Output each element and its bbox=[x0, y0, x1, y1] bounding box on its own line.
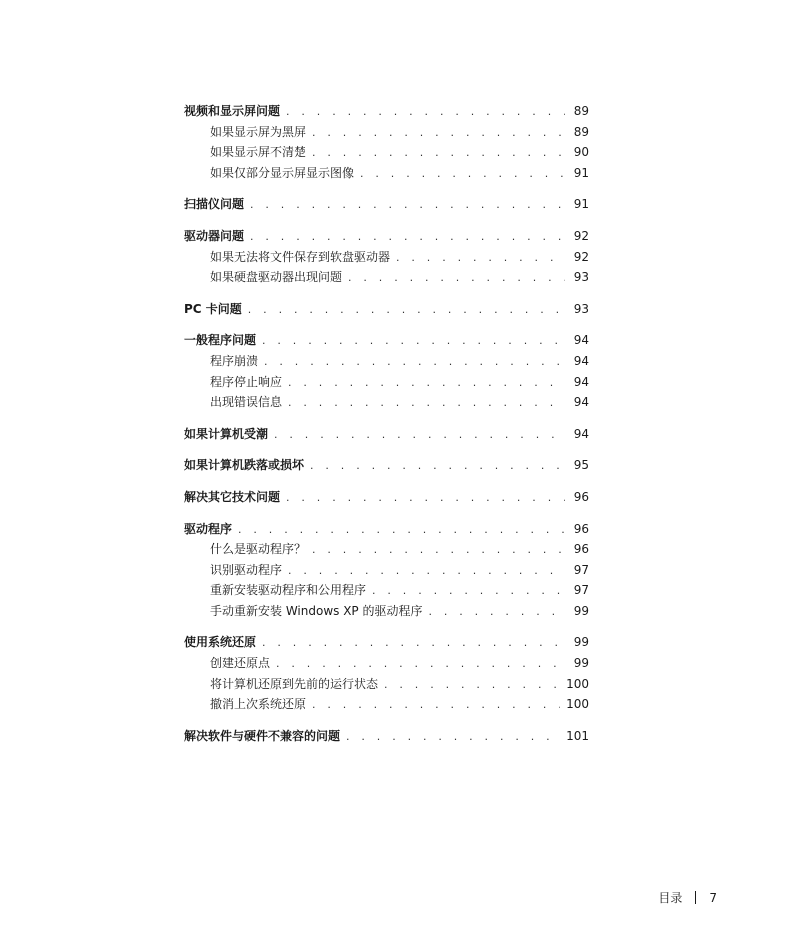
toc-entry[interactable] bbox=[184, 122, 589, 143]
dot-leader bbox=[264, 352, 565, 373]
toc-section bbox=[184, 330, 589, 412]
dot-leader bbox=[286, 488, 565, 509]
toc-section-heading-page-number: 101 bbox=[566, 728, 589, 743]
toc-section-heading-page-number: 96 bbox=[573, 489, 589, 504]
toc-entry[interactable] bbox=[184, 351, 589, 372]
dot-leader bbox=[262, 331, 565, 352]
toc-entry-page-number: 89 bbox=[573, 124, 589, 139]
toc-entry[interactable] bbox=[184, 539, 589, 560]
dot-leader bbox=[276, 654, 565, 675]
toc-entry-page-number: 91 bbox=[573, 165, 589, 180]
toc-section-heading-page-number: 91 bbox=[573, 197, 589, 212]
toc-section bbox=[184, 487, 589, 508]
toc-entry-title: 如果无法将文件保存到软盘驱动器 bbox=[210, 249, 391, 264]
toc-entry[interactable] bbox=[184, 372, 589, 393]
footer-section-label: 目录 bbox=[658, 891, 683, 905]
dot-leader bbox=[312, 540, 565, 561]
toc-section-heading-page-number: 96 bbox=[573, 521, 589, 536]
dot-leader bbox=[250, 195, 565, 216]
toc-entry-title: 重新安装驱动程序和公用程序 bbox=[210, 583, 367, 598]
toc-entry-title: 什么是驱动程序？ bbox=[210, 542, 307, 557]
toc-entry-title: 将计算机还原到先前的运行状态 bbox=[210, 676, 379, 691]
toc-entry[interactable] bbox=[184, 247, 589, 268]
toc-entry-title: 创建还原点 bbox=[210, 656, 271, 671]
toc-section-heading[interactable] bbox=[184, 226, 589, 247]
toc-section-heading-page-number: 89 bbox=[573, 104, 589, 118]
page-footer bbox=[658, 889, 717, 906]
toc-section-heading[interactable] bbox=[184, 299, 589, 320]
dot-leader bbox=[274, 425, 565, 446]
toc-section-heading[interactable] bbox=[184, 330, 589, 351]
dot-leader bbox=[286, 102, 565, 123]
dot-leader bbox=[312, 123, 565, 144]
toc-section-heading-title: 驱动器问题 bbox=[184, 228, 245, 243]
toc-section-heading-page-number: 94 bbox=[573, 333, 589, 348]
toc-entry[interactable] bbox=[184, 653, 589, 674]
toc-entry-page-number: 99 bbox=[573, 603, 589, 618]
toc-entry[interactable] bbox=[184, 694, 589, 715]
toc-entry-page-number: 92 bbox=[573, 249, 589, 264]
toc-entry[interactable] bbox=[184, 163, 589, 184]
toc-entry-page-number: 93 bbox=[573, 270, 589, 285]
toc-section-heading-title: PC 卡问题 bbox=[184, 301, 242, 316]
toc-section-heading[interactable] bbox=[184, 424, 589, 445]
toc-entry-page-number: 90 bbox=[573, 145, 589, 160]
toc-section bbox=[184, 101, 589, 183]
dot-leader bbox=[288, 561, 565, 582]
toc-section-heading[interactable] bbox=[184, 455, 589, 476]
dot-leader bbox=[360, 164, 565, 185]
toc-section-heading-title: 使用系统还原 bbox=[184, 635, 257, 650]
toc-section-heading-page-number: 93 bbox=[573, 301, 589, 316]
toc-entry[interactable] bbox=[184, 674, 589, 695]
dot-leader bbox=[288, 373, 565, 394]
toc-entry-page-number: 99 bbox=[573, 656, 589, 671]
toc-section bbox=[184, 519, 589, 622]
toc-section-heading-title: 解决其它技术问题 bbox=[184, 489, 281, 504]
dot-leader bbox=[428, 602, 565, 623]
toc-entry[interactable] bbox=[184, 601, 589, 622]
toc-entry-title: 程序崩溃 bbox=[210, 353, 259, 368]
toc-section-heading[interactable] bbox=[184, 726, 589, 747]
toc-section bbox=[184, 632, 589, 714]
toc-section-heading-page-number: 95 bbox=[573, 458, 589, 473]
toc-entry-page-number: 100 bbox=[566, 676, 589, 691]
toc-section bbox=[184, 424, 589, 445]
toc-section bbox=[184, 226, 589, 288]
table-of-contents bbox=[184, 101, 589, 757]
toc-section-heading-title: 扫描仪问题 bbox=[184, 197, 245, 212]
dot-leader bbox=[310, 456, 565, 477]
toc-entry[interactable] bbox=[184, 392, 589, 413]
footer-separator bbox=[695, 891, 696, 904]
dot-leader bbox=[348, 268, 565, 289]
toc-entry[interactable] bbox=[184, 580, 589, 601]
toc-entry-page-number: 97 bbox=[573, 562, 589, 577]
dot-leader bbox=[250, 227, 565, 248]
toc-entry[interactable] bbox=[184, 142, 589, 163]
toc-entry-title: 识别驱动程序 bbox=[210, 562, 283, 577]
toc-section-heading[interactable] bbox=[184, 194, 589, 215]
toc-entry-title: 如果仅部分显示屏显示图像 bbox=[210, 165, 355, 180]
dot-leader bbox=[238, 520, 565, 541]
toc-section bbox=[184, 726, 589, 747]
toc-section-heading-title: 一般程序问题 bbox=[184, 333, 257, 348]
dot-leader bbox=[346, 727, 560, 748]
toc-section-heading-title: 如果计算机跌落或损坏 bbox=[184, 458, 305, 473]
toc-entry-page-number: 94 bbox=[573, 374, 589, 389]
dot-leader bbox=[248, 300, 565, 321]
toc-section-heading[interactable] bbox=[184, 487, 589, 508]
toc-section bbox=[184, 455, 589, 476]
toc-section-heading-title: 解决软件与硬件不兼容的问题 bbox=[184, 728, 341, 743]
toc-section-heading[interactable] bbox=[184, 101, 589, 122]
toc-entry[interactable] bbox=[184, 267, 589, 288]
toc-section-heading-page-number: 99 bbox=[573, 635, 589, 650]
toc-entry[interactable] bbox=[184, 560, 589, 581]
dot-leader bbox=[396, 248, 565, 269]
toc-entry-title: 如果显示屏为黑屏 bbox=[210, 124, 307, 139]
dot-leader bbox=[312, 143, 565, 164]
toc-entry-title: 程序停止响应 bbox=[210, 374, 283, 389]
toc-section-heading-title: 如果计算机受潮 bbox=[184, 426, 269, 441]
dot-leader bbox=[288, 393, 565, 414]
dot-leader bbox=[312, 695, 560, 716]
toc-entry-page-number: 100 bbox=[566, 697, 589, 712]
toc-section bbox=[184, 299, 589, 320]
toc-entry-page-number: 94 bbox=[573, 395, 589, 410]
toc-section-heading[interactable] bbox=[184, 519, 589, 540]
toc-section-heading-title: 驱动程序 bbox=[184, 521, 233, 536]
toc-entry-title: 如果硬盘驱动器出现问题 bbox=[210, 270, 343, 285]
footer-page-number: 7 bbox=[709, 890, 717, 905]
toc-entry-page-number: 94 bbox=[573, 353, 589, 368]
toc-section-heading-page-number: 92 bbox=[573, 228, 589, 243]
toc-entry-page-number: 96 bbox=[573, 542, 589, 557]
dot-leader bbox=[384, 675, 560, 696]
toc-section-heading-page-number: 94 bbox=[573, 426, 589, 441]
toc-section-heading-title: 视频和显示屏问题 bbox=[184, 104, 281, 118]
toc-entry-title: 撤消上次系统还原 bbox=[210, 697, 307, 712]
toc-entry-page-number: 97 bbox=[573, 583, 589, 598]
toc-entry-title: 出现错误信息 bbox=[210, 395, 283, 410]
toc-section bbox=[184, 194, 589, 215]
dot-leader bbox=[372, 581, 565, 602]
toc-section-heading[interactable] bbox=[184, 632, 589, 653]
toc-entry-title: 手动重新安装 Windows XP 的驱动程序 bbox=[210, 603, 423, 618]
dot-leader bbox=[262, 633, 565, 654]
toc-entry-title: 如果显示屏不清楚 bbox=[210, 145, 307, 160]
